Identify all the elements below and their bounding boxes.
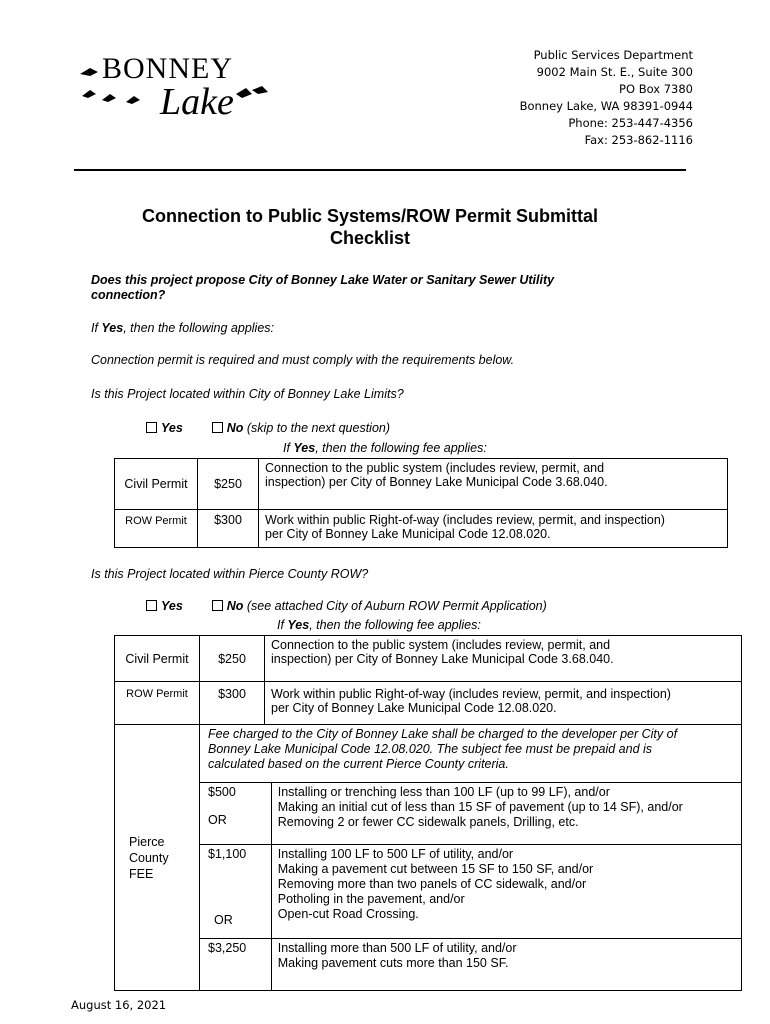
tier-line: Removing more than two panels of CC sidewalk, and/or xyxy=(277,877,587,891)
footer-date: August 16, 2021 xyxy=(71,998,167,1012)
tier-line: Making an initial cut of less than 15 SF of pavement (up to 14 SF), and/or xyxy=(277,800,683,814)
utility-question-line1: Does this project propose City of Bonney Lake Water or Sanitary Sewer Utility xyxy=(91,273,555,287)
no-label: No xyxy=(226,599,244,613)
tier-or: OR xyxy=(214,913,233,927)
phone: Phone: 253-447-4356 xyxy=(568,116,693,130)
fax: Fax: 253-862-1116 xyxy=(584,133,693,147)
permit-fee: $300 xyxy=(198,510,259,548)
note-line: calculated based on the current Pierce County criteria. xyxy=(208,757,509,771)
desc-line: Connection to the public system (includes review, permit, and xyxy=(271,638,611,652)
tier-fee-amount: $500 xyxy=(208,785,236,799)
tier-fee-amount: $3,250 xyxy=(208,941,247,955)
yes-label: Yes xyxy=(161,599,183,613)
table-row xyxy=(115,783,742,845)
desc-line: inspection) per City of Bonney Lake Municipal Code 3.68.040. xyxy=(271,652,614,666)
yes-checkbox[interactable] xyxy=(146,422,157,433)
tier-desc xyxy=(271,845,741,939)
permit-name: ROW Permit xyxy=(115,510,198,548)
tier-fee-amount: $1,100 xyxy=(208,847,247,861)
bonney-lake-logo xyxy=(76,50,276,132)
desc-line: Work within public Right-of-way (includes review, permit, and inspection) xyxy=(265,513,665,527)
no-checkbox[interactable] xyxy=(212,422,223,433)
table-row xyxy=(115,510,728,548)
permit-desc xyxy=(259,510,728,548)
tier-fee xyxy=(200,939,272,991)
permit-desc xyxy=(259,459,728,510)
yes-checkbox[interactable] xyxy=(146,600,157,611)
city-fee-table xyxy=(114,458,728,548)
tier-line: Installing or trenching less than 100 LF (up to 99 LF), and/or xyxy=(277,785,610,799)
pierce-row-question: Is this Project located within Pierce County ROW? xyxy=(91,567,369,581)
table-row xyxy=(115,725,742,783)
label-line: FEE xyxy=(129,866,154,881)
logo-lake-text: Lake xyxy=(160,81,234,123)
pierce-row-options xyxy=(146,599,547,613)
permit-fee: $300 xyxy=(200,682,265,725)
pierce-county-fee-label xyxy=(115,725,200,991)
desc-line: Connection to the public system (includes review, permit, and xyxy=(265,461,605,475)
permit-name: ROW Permit xyxy=(115,682,200,725)
desc-line: per City of Bonney Lake Municipal Code 12.08.020. xyxy=(271,701,557,715)
utility-question-line2: connection? xyxy=(91,288,166,302)
title-line2: Checklist xyxy=(329,228,411,248)
tier-line: Making pavement cuts more than 150 SF. xyxy=(277,956,509,970)
fee-suffix: , then the following fee applies: xyxy=(309,618,481,632)
note-line: Fee charged to the City of Bonney Lake shall be charged to the developer per City of xyxy=(208,727,678,741)
tier-line: Potholing in the pavement, and/or xyxy=(277,892,465,906)
fee-prefix: If xyxy=(283,441,294,455)
fee-prefix: If xyxy=(277,618,288,632)
tier-line: Installing more than 500 LF of utility, and/or xyxy=(277,941,517,955)
tier-line: Open-cut Road Crossing. xyxy=(277,907,419,921)
if-yes-applies xyxy=(91,321,274,335)
tier-or: OR xyxy=(208,813,227,827)
table-row xyxy=(115,939,742,991)
table-row xyxy=(115,636,742,682)
permit-required-text: Connection permit is required and must comply with the requirements below. xyxy=(91,353,515,367)
fee-suffix: , then the following fee applies: xyxy=(315,441,487,455)
pierce-fee-note xyxy=(200,725,742,783)
tier-desc xyxy=(271,783,741,845)
city-limits-options xyxy=(146,421,390,435)
permit-name: Civil Permit xyxy=(115,459,198,510)
label-line: County xyxy=(129,850,169,865)
header-divider xyxy=(74,169,686,171)
table-row xyxy=(115,682,742,725)
no-note: (skip to the next question) xyxy=(243,421,391,435)
page-title xyxy=(60,205,680,249)
tier-desc xyxy=(271,939,741,991)
pierce-fee-table xyxy=(114,635,742,991)
tier-line: Making a pavement cut between 15 SF to 150 SF, and/or xyxy=(277,862,594,876)
permit-desc xyxy=(265,682,742,725)
permit-fee: $250 xyxy=(200,636,265,682)
city-limits-question: Is this Project located within City of Bonney Lake Limits? xyxy=(91,387,404,401)
desc-line: inspection) per City of Bonney Lake Municipal Code 3.68.040. xyxy=(265,475,608,489)
address-line: Public Services Department xyxy=(533,48,693,62)
yes-bold: Yes xyxy=(101,321,124,335)
no-checkbox[interactable] xyxy=(212,600,223,611)
fee-yes-bold: Yes xyxy=(293,441,316,455)
address-line: PO Box 7380 xyxy=(619,82,693,96)
if-suffix: , then the following applies: xyxy=(123,321,274,335)
if-prefix: If xyxy=(91,321,102,335)
logo-bonney-text: BONNEY xyxy=(102,52,233,85)
address-line: 9002 Main St. E., Suite 300 xyxy=(536,65,693,79)
permit-fee: $250 xyxy=(198,459,259,510)
address-line: Bonney Lake, WA 98391-0944 xyxy=(519,99,693,113)
fee-applies-text xyxy=(277,618,481,632)
table-row xyxy=(115,459,728,510)
note-line: Bonney Lake Municipal Code 12.08.020. The subject fee must be prepaid and is xyxy=(208,742,653,756)
address-block xyxy=(480,47,693,149)
no-label: No xyxy=(226,421,244,435)
utility-question xyxy=(91,273,691,303)
table-row xyxy=(115,845,742,939)
no-note: (see attached City of Auburn ROW Permit Application) xyxy=(243,599,547,613)
permit-desc xyxy=(265,636,742,682)
desc-line: Work within public Right-of-way (includes review, permit, and inspection) xyxy=(271,687,671,701)
desc-line: per City of Bonney Lake Municipal Code 12.08.020. xyxy=(265,527,551,541)
fee-applies-text xyxy=(283,441,487,455)
tier-fee xyxy=(200,845,272,939)
label-line: Pierce xyxy=(129,834,165,849)
permit-name: Civil Permit xyxy=(115,636,200,682)
title-line1: Connection to Public Systems/ROW Permit Submittal xyxy=(141,206,599,226)
tier-fee xyxy=(200,783,272,845)
tier-line: Installing 100 LF to 500 LF of utility, and/or xyxy=(277,847,514,861)
fee-yes-bold: Yes xyxy=(287,618,310,632)
tier-line: Removing 2 or fewer CC sidewalk panels, Drilling, etc. xyxy=(277,815,579,829)
yes-label: Yes xyxy=(161,421,183,435)
